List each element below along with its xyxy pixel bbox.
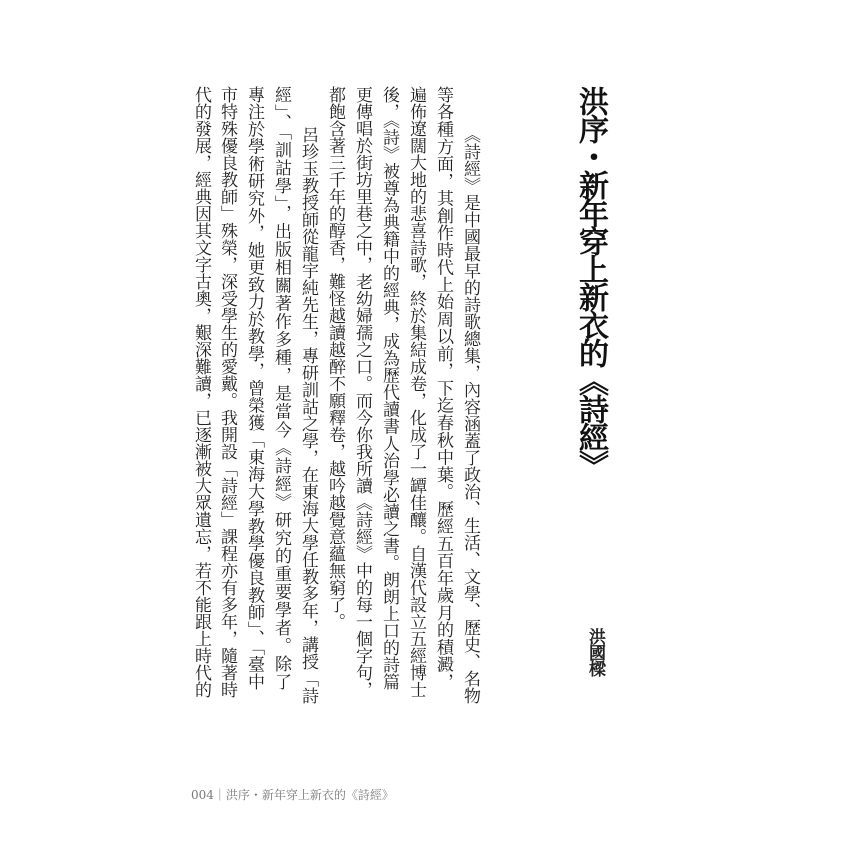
body-text-column: 呂珍玉教授師從龍宇純先生，專研訓詁之學，在東海大學任教多年，講授「詩 (298, 126, 318, 704)
body-text-column: 等各種方面，其創作時代上始周以前，下迄春秋中葉。歷經五百年歲月的積澱， (433, 86, 453, 690)
body-text-column: 專注於學術研究外，她更致力於教學，曾榮獲「東海大學教學優良教師」、「臺中 (244, 86, 264, 690)
body-text-column: 《詩經》是中國最早的詩歌總集，內容涵蓋了政治、生活、文學、歷史、名物 (460, 126, 480, 704)
body-text-column: 更傳唱於街坊里巷之中，老幼婦孺之口。而今你我所讀《詩經》中的每一個字句， (352, 86, 372, 698)
body-text-column: 後，《詩》被尊為典籍中的經典，成為歷代讀書人治學必讀之書。朗朗上口的詩篇 (379, 86, 399, 690)
body-text-column: 代的發展，經典因其文字古奧，艱深難讀，已逐漸被大眾遺忘，若不能跟上時代的 (191, 86, 211, 698)
body-text-column: 經」、「訓詁學」，出版相關著作多種，是當今《詩經》研究的重要學者。除了 (271, 86, 291, 690)
chapter-title: 洪序・新年穿上新衣的《詩經》 (573, 86, 608, 478)
author-name: 洪國樑 (585, 628, 605, 676)
body-text-column: 遍佈遼闊大地的悲喜詩歌，終於集結成卷，化成了一罈佳釀。自漢代設立五經博士 (406, 86, 426, 698)
body-text-column: 市特殊優良教師」殊榮，深受學生的愛戴。我開設「詩經」課程亦有多年，隨著時 (217, 86, 237, 698)
page-footer: 004｜洪序・新年穿上新衣的《詩經》 (191, 788, 394, 802)
body-text-column: 都飽含著三千年的醇香，難怪越讀越醉不願釋卷，越吟越覺意蘊無窮了。 (325, 86, 345, 630)
